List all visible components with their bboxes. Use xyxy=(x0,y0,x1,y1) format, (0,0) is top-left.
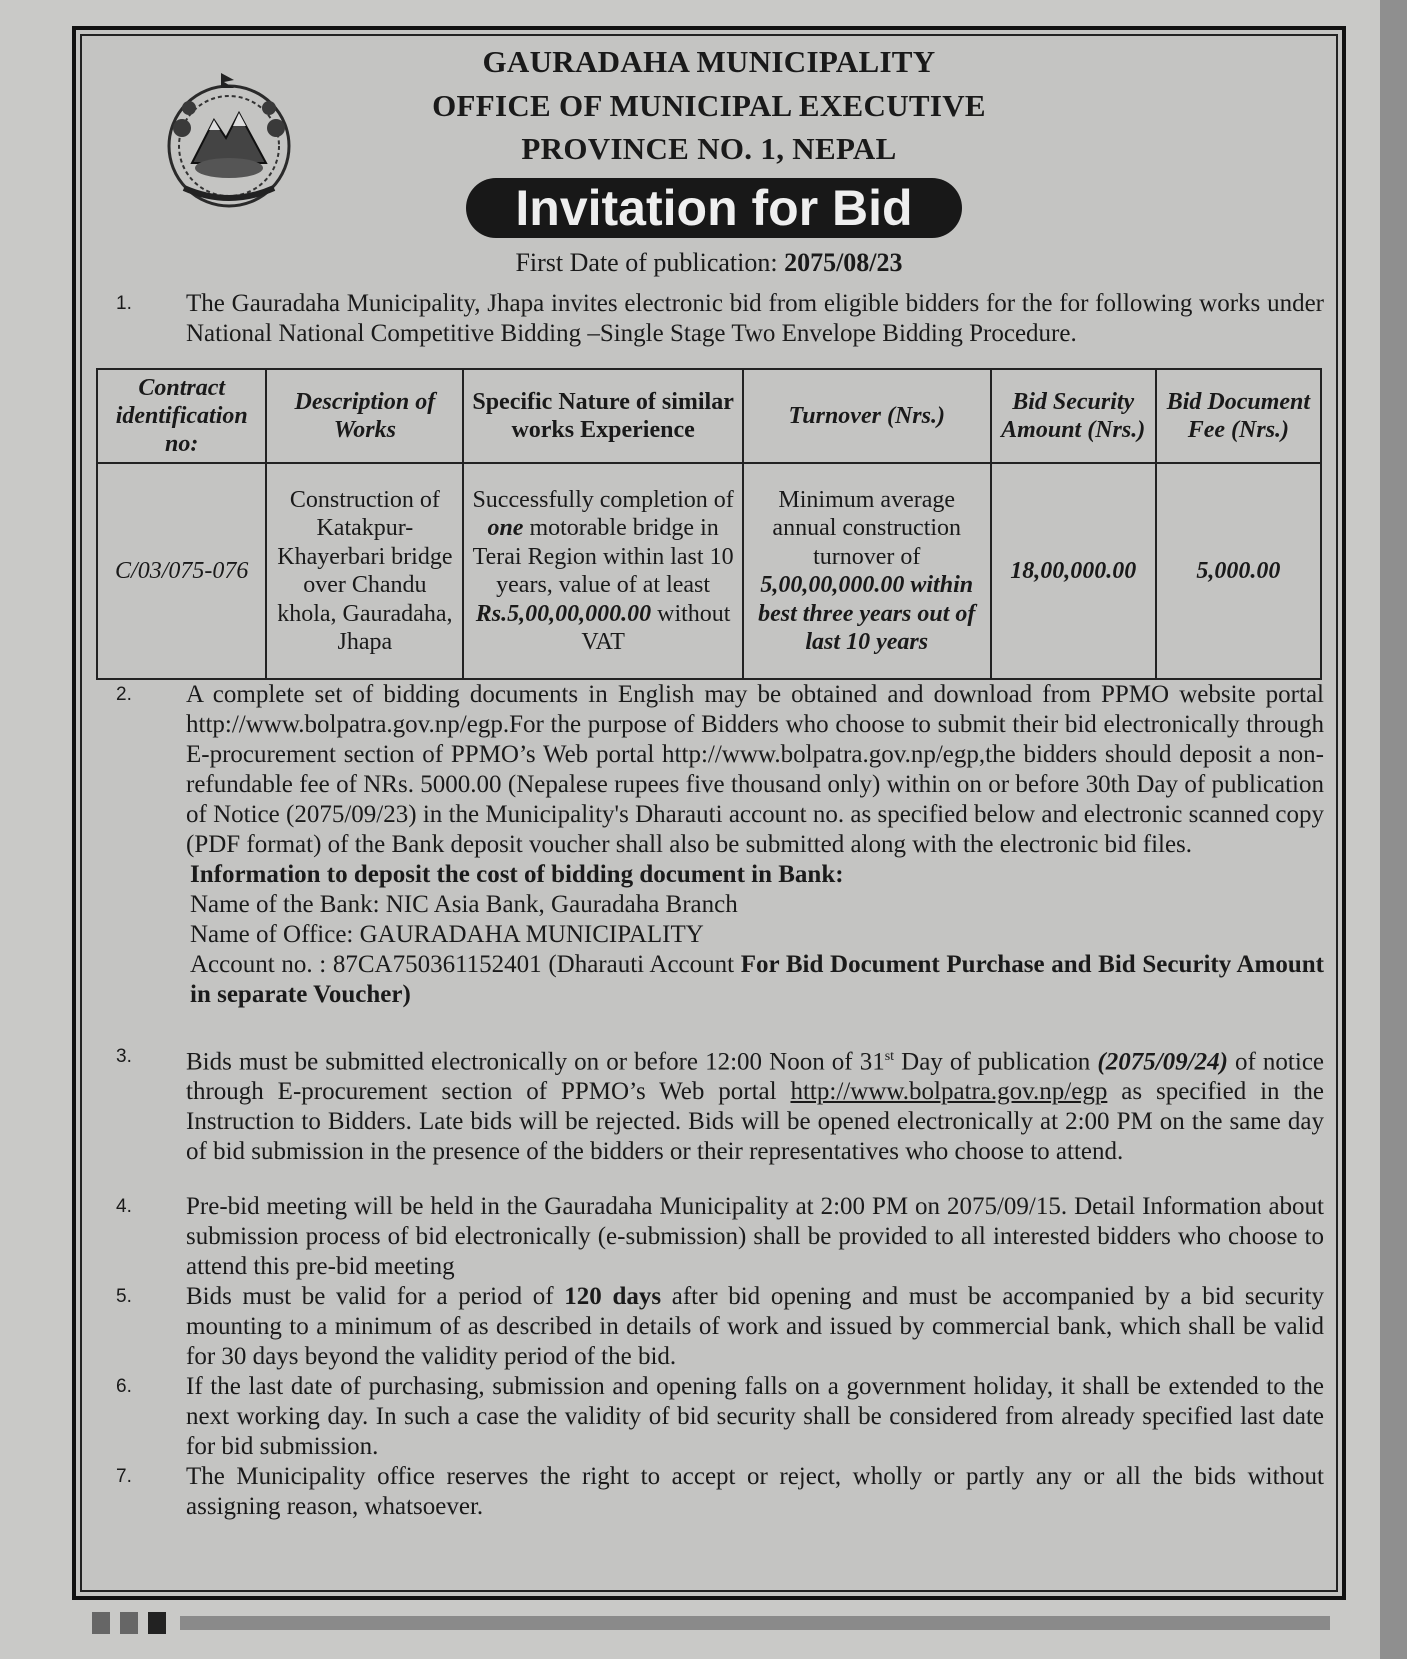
footer-mark xyxy=(92,1612,110,1634)
paragraph-text: Pre-bid meeting will be held in the Gauradaha Municipality at 2:00 PM on 2075/09/15. Detail Information about submission process of bid electronically (e-submission) shall be provided to all interested bidders who choose to attend this pre-bid meeting xyxy=(186,1193,1324,1280)
item-number: 3. xyxy=(116,1046,132,1067)
col-bid-security: Bid Security Amount (Nrs.) xyxy=(991,369,1156,463)
turn-text-b: 5,00,00,000.00 within best three years out of last 10 years xyxy=(758,572,976,655)
item-number: 5. xyxy=(116,1286,132,1307)
paragraph-1 xyxy=(116,289,1324,349)
p3-text-b: Day of publication xyxy=(901,1048,1091,1076)
col-doc-fee: Bid Document Fee (Nrs.) xyxy=(1156,369,1321,463)
account-note: For Bid Document Purchase and Bid Security Amount in separate Voucher) xyxy=(190,951,1325,1008)
item-number: 4. xyxy=(116,1196,132,1217)
pub-label: First Date of publication: xyxy=(515,248,778,277)
paragraph-2 xyxy=(116,680,1324,860)
item-number: 7. xyxy=(116,1466,132,1487)
header-province: PROVINCE NO. 1, NEPAL xyxy=(521,131,897,166)
p3-text-a: Bids must be submitted electronically on or before 12:00 Noon of 31 xyxy=(186,1048,885,1076)
footer-mark xyxy=(148,1612,166,1634)
cell-bid-security: 18,00,000.00 xyxy=(991,463,1156,679)
paragraph-text: The Municipality office reserves the right to accept or reject, wholly or partly any or all the bids without assigning reason, whatsoever. xyxy=(186,1463,1324,1520)
item-number: 6. xyxy=(116,1376,132,1397)
paragraph-text: A complete set of bidding documents in English may be obtained and download from PPMO website portal http://www.bolpatra.gov.np/egp.For the purpose of Bidders who choose to submit their bid electronically through E-procurement section of PPMO’s Web portal http://www.bolpatra.gov.np/egp,the bidders should deposit a non-refundable fee of NRs. 5000.00 (Nepalese rupees five thousand only) within on or before 30th Day of publication of Notice (2075/09/23) in the Municipality's Dharauti account no. as specified below and electronic scanned copy (PDF format) of the Bank deposit voucher shall also be submitted along with the electronic bid files. xyxy=(186,681,1324,858)
p3-text-c: of notice through E-procurement section of PPMO’s Web portal xyxy=(186,1048,1325,1106)
exp-text-a: Successfully completion of xyxy=(472,486,734,513)
bank-info-title: Information to deposit the cost of bidding document in Bank: xyxy=(190,861,844,888)
table-row xyxy=(97,463,1321,679)
bid-notice xyxy=(72,26,1346,1600)
col-experience: Specific Nature of similar works Experience xyxy=(463,369,743,463)
col-description: Description of Works xyxy=(266,369,463,463)
table-header-row xyxy=(97,369,1321,463)
p3-date: (2075/09/24) xyxy=(1097,1048,1228,1076)
invitation-badge: Invitation for Bid xyxy=(466,178,962,238)
ppmo-link[interactable]: http://www.bolpatra.gov.np/egp xyxy=(790,1078,1108,1106)
turn-text-a: Minimum average annual construction turnover of xyxy=(772,486,962,570)
bank-info xyxy=(190,860,1324,1010)
paragraph-text xyxy=(186,1282,1324,1372)
paragraph-6 xyxy=(116,1372,1324,1462)
cell-turnover xyxy=(743,463,991,679)
account-line xyxy=(190,950,1324,1010)
p5-text-a: Bids must be valid for a period of xyxy=(186,1283,554,1310)
header-office: OFFICE OF MUNICIPAL EXECUTIVE xyxy=(432,88,986,123)
p3-sup: st xyxy=(884,1049,895,1064)
paragraph-4 xyxy=(116,1192,1324,1282)
exp-text-d: Rs.5,00,00,000.00 xyxy=(475,600,652,627)
p5-text-c: after bid opening and must be accompanied by a bid security mounting to a minimum of as described in details of work and issued by commercial bank, which shall be valid for 30 days beyond the validity period of the bid. xyxy=(186,1283,1325,1370)
col-contract-id: Contract identification no: xyxy=(97,369,266,463)
footer-band xyxy=(180,1616,1330,1630)
paragraph-text: The Gauradaha Municipality, Jhapa invites electronic bid from eligible bidders for the for following works under National National Competitive Bidding –Single Stage Two Envelope Bidding Procedure. xyxy=(186,290,1324,347)
cell-doc-fee: 5,000.00 xyxy=(1156,463,1321,679)
cell-contract-id: C/03/075-076 xyxy=(97,463,266,679)
col-turnover: Turnover (Nrs.) xyxy=(743,369,991,463)
exp-text-c: motorable bridge in Terai Region within last 10 years, value of at least xyxy=(472,515,734,598)
p3-text-d: as specified in the Instruction to Bidders. Late bids will be rejected. Bids will be opened electronically at 2:00 PM on the same day of bid submission in the presence of the bidders or their representatives who choose to attend. xyxy=(186,1078,1325,1166)
paragraph-5 xyxy=(116,1282,1324,1372)
exp-text-e: without VAT xyxy=(581,600,731,655)
paragraph-3 xyxy=(116,1042,1324,1167)
header-municipality: GAURADAHA MUNICIPALITY xyxy=(482,44,936,79)
pub-date: 2075/08/23 xyxy=(784,248,903,277)
paragraph-text: If the last date of purchasing, submission and opening falls on a government holiday, it shall be extended to the next working day. In such a case the validity of bid security shall be considered from already specified last date for bid submission. xyxy=(186,1373,1324,1460)
exp-text-b: one xyxy=(487,515,524,541)
cell-experience xyxy=(463,463,743,679)
cell-description: Construction of Katakpur-Khayerbari bridge over Chandu khola, Gauradaha, Jhapa xyxy=(266,463,463,679)
paragraph-7 xyxy=(116,1462,1324,1522)
office-name: Name of Office: GAURADAHA MUNICIPALITY xyxy=(190,921,704,948)
bid-table xyxy=(96,368,1322,680)
item-number: 2. xyxy=(116,684,132,705)
publication-date-line xyxy=(76,248,1342,278)
item-number: 1. xyxy=(116,293,132,314)
p5-validity: 120 days xyxy=(564,1283,662,1310)
bank-name: Name of the Bank: NIC Asia Bank, Gauradaha Branch xyxy=(190,891,738,918)
paragraph-text xyxy=(186,1042,1324,1167)
footer-mark xyxy=(120,1612,138,1634)
account-number: Account no. : 87CA750361152401 (Dharauti Account xyxy=(190,951,735,978)
